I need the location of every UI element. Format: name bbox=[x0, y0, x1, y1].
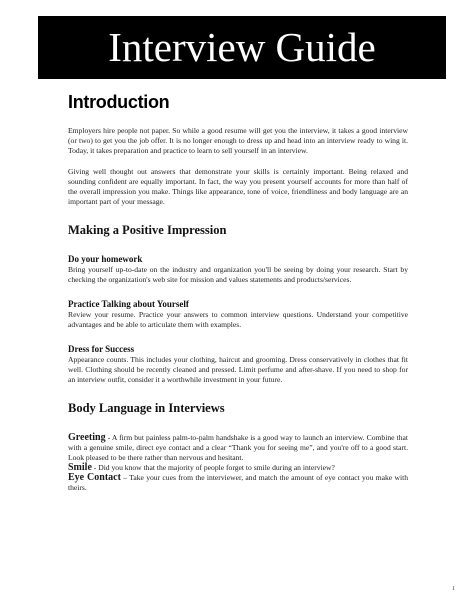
positive-impression-heading: Making a Positive Impression bbox=[68, 223, 227, 237]
smile-term: Smile bbox=[68, 462, 92, 473]
document-body bbox=[68, 126, 408, 493]
title-banner bbox=[38, 16, 446, 79]
greeting-paragraph bbox=[68, 433, 408, 463]
homework-subheading: Do your homework bbox=[68, 254, 143, 264]
dress-paragraph: Appearance counts. This includes your clothing, haircut and grooming. Dress conservatively in clothes that fit well. Clothing should be recently cleaned and pressed. Limit perfume and after-shave. If you need to shop for an interview outfit, consider it a worthwhile investment in your future. bbox=[68, 355, 408, 384]
homework-paragraph: Bring yourself up-to-date on the industry and organization you'll be seeing by doing your research. Start by checking the organization's web site for mission and values statements and products/services. bbox=[68, 265, 408, 284]
eye-contact-paragraph bbox=[68, 473, 408, 493]
page-number: 1 bbox=[452, 586, 455, 592]
intro-paragraph-2: Giving well thought out answers that demonstrate your skills is certainly important. Being relaxed and sounding confident are equally important. In fact, the way you present yourself accounts for more than half of the overall impression you make. Things like appearance, tone of voice, friendliness and body language are an important part of your message. bbox=[68, 167, 408, 206]
body-language-heading: Body Language in Interviews bbox=[68, 401, 225, 415]
practice-subheading: Practice Talking about Yourself bbox=[68, 299, 189, 309]
eye-contact-term: Eye Contact bbox=[68, 472, 121, 483]
introduction-heading: Introduction bbox=[68, 92, 170, 112]
practice-paragraph: Review your resume. Practice your answers to common interview questions. Understand your competitive advantages and be able to articulate them with examples. bbox=[68, 310, 408, 329]
smile-text: - Did you know that the majority of people forget to smile during an interview? bbox=[91, 463, 335, 472]
dress-subheading: Dress for Success bbox=[68, 344, 135, 354]
eye-contact-text: – Take your cues from the interviewer, and match the amount of eye contact you make with theirs. bbox=[68, 473, 408, 492]
intro-paragraph-1: Employers hire people not paper. So while a good resume will get you the interview, it takes a good interview (or two) to get you the job offer. It is no longer enough to dress up and head into an interview ready to wing it. Today, it takes preparation and practice to learn to sell yourself in an interview. bbox=[68, 126, 408, 155]
greeting-term: Greeting bbox=[68, 432, 106, 443]
document-title: Interview Guide bbox=[108, 24, 376, 70]
greeting-text: - A firm but painless palm-to-palm handshake is a good way to launch an interview. Combine that with a genuine smile, direct eye contact and a clear “Thank you for seeing me”, and you're off to a good start. Look pleased to be there rather than nervous and hesitant. bbox=[68, 433, 408, 462]
